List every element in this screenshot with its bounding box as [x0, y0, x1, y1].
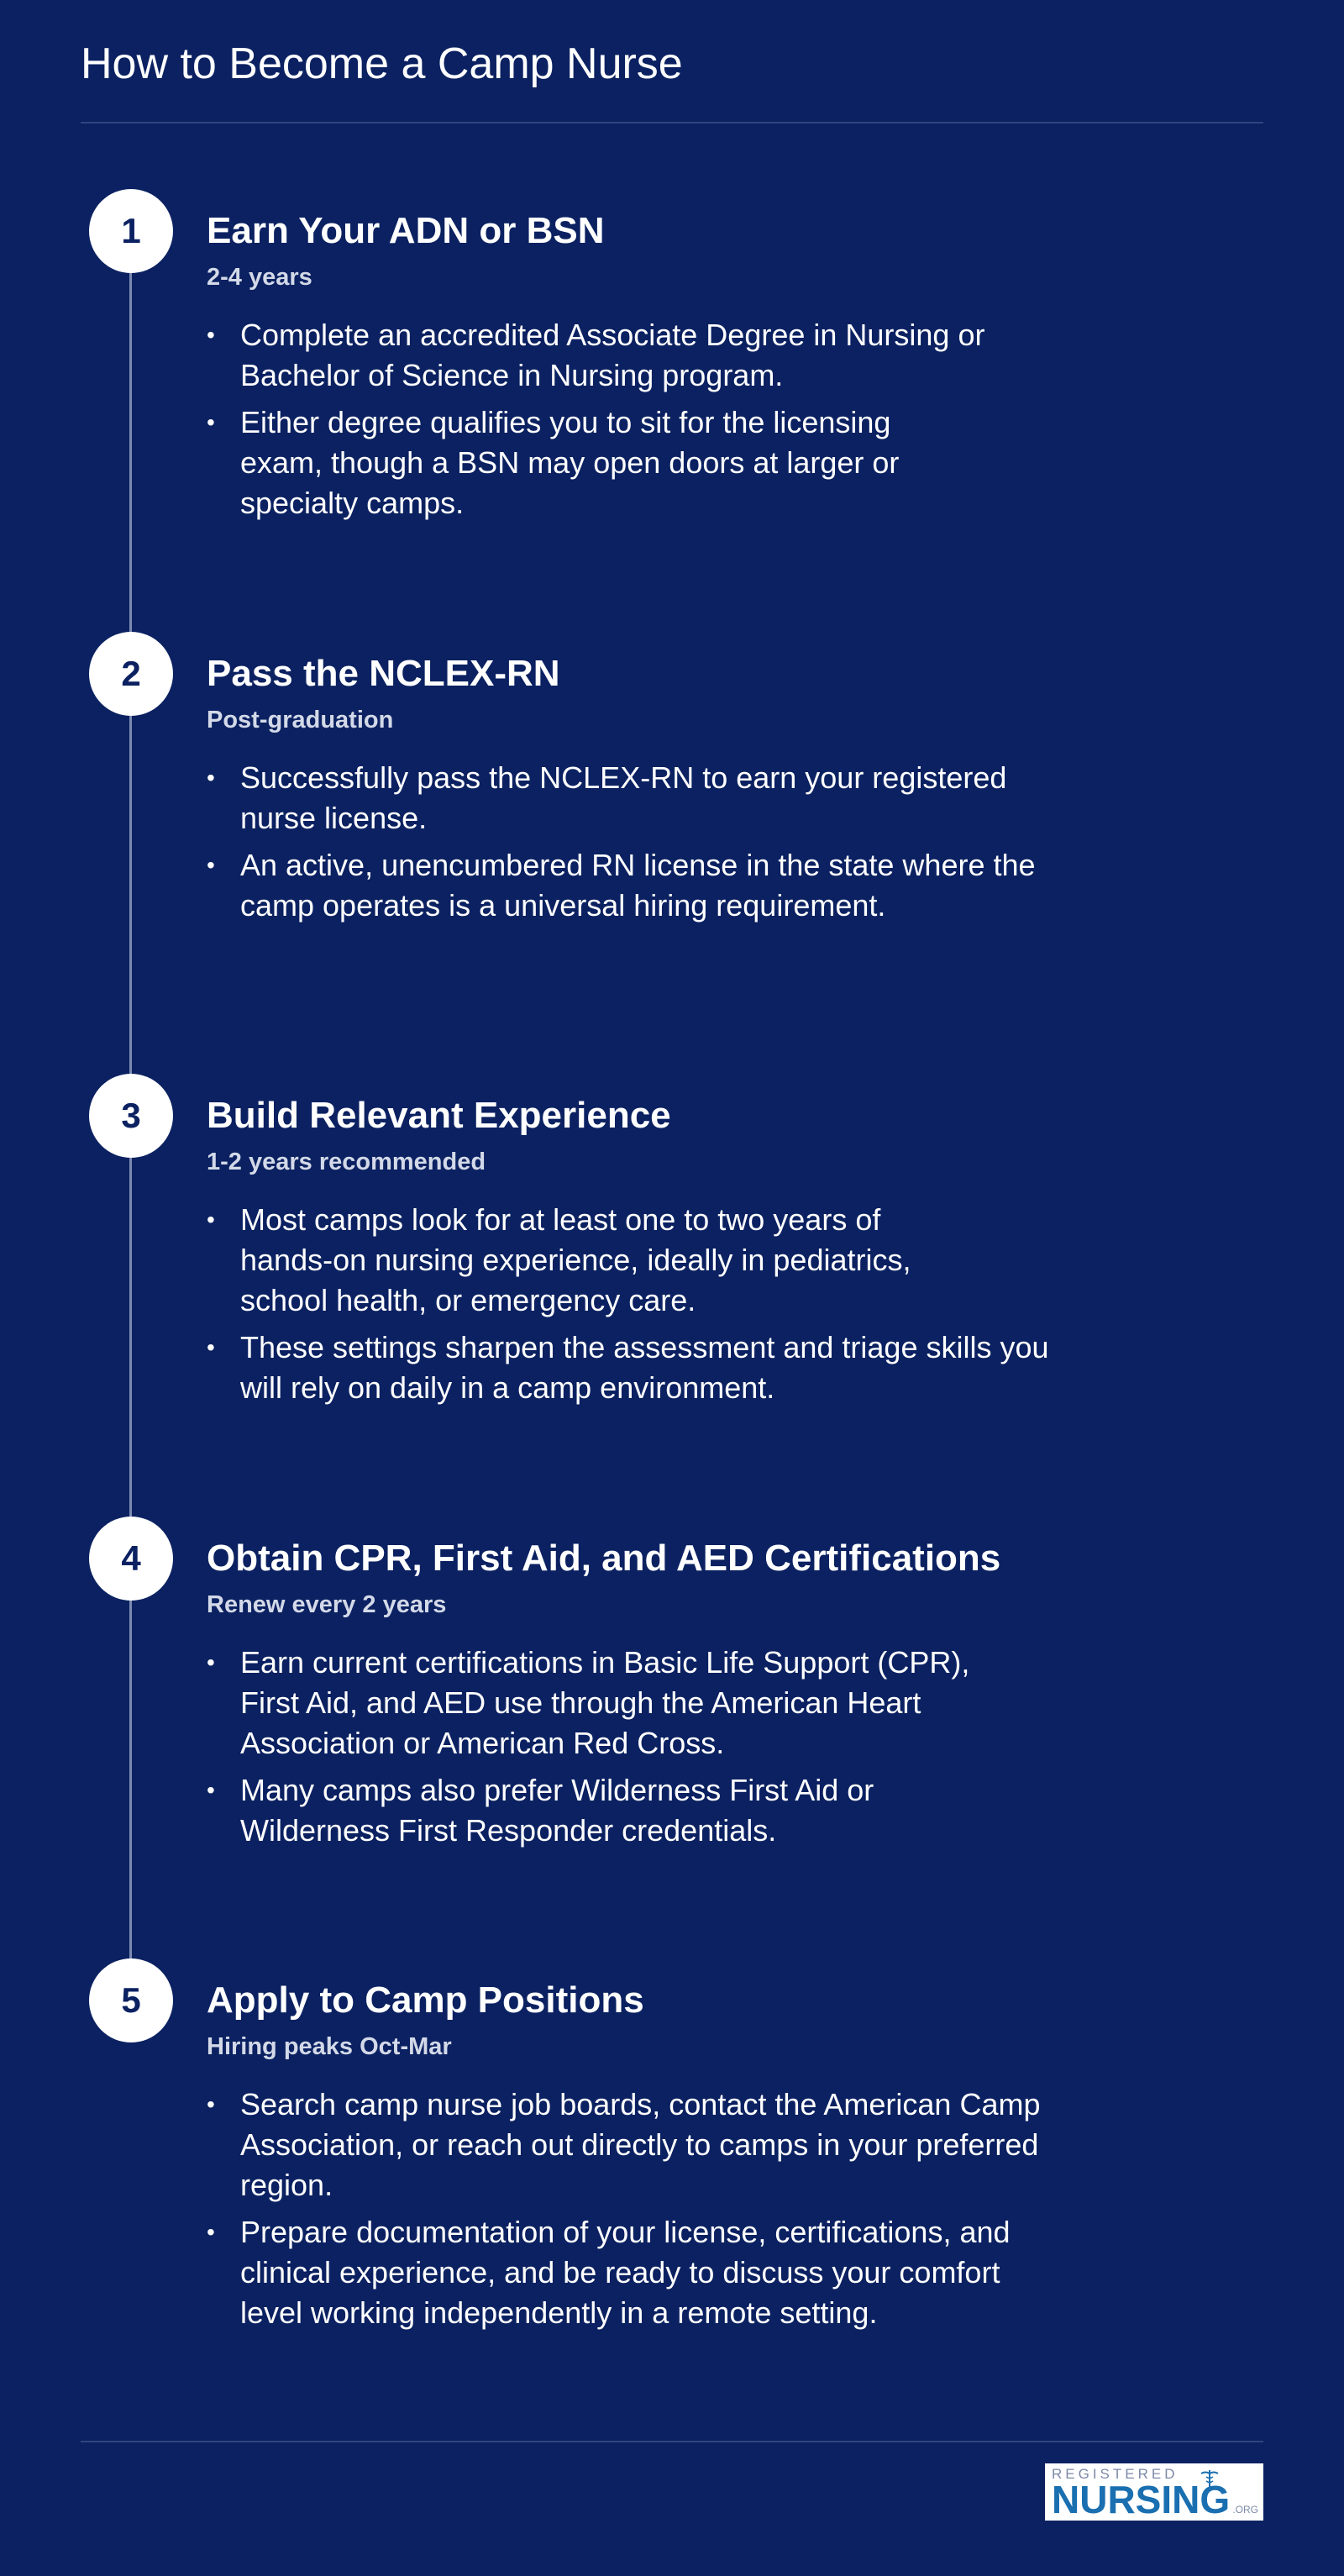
step-number-badge: 1	[89, 189, 173, 273]
step-title: Apply to Camp Positions	[207, 1979, 644, 2021]
step-bullet: • Most camps look for at least one to two years of hands-on nursing experience, ideally in pediatrics, school health, or emergency care.	[207, 1200, 971, 1321]
step-bullet-list	[207, 315, 1047, 530]
step-bullet-list	[207, 2084, 1114, 2340]
step-bullet-list	[207, 758, 1063, 933]
step-bullet: • Prepare documentation of your license, certifications, and clinical experience, and be ready to discuss your comfort level working independently in a remote setting.	[207, 2212, 1021, 2333]
step-duration: Renew every 2 years	[207, 1591, 447, 1618]
header-divider	[81, 122, 1263, 124]
step-number-badge: 4	[89, 1517, 173, 1601]
step-duration: Post-graduation	[207, 707, 394, 733]
step-bullet-list	[207, 1200, 1063, 1415]
step-title: Earn Your ADN or BSN	[207, 210, 605, 251]
step-bullet: • Earn current certifications in Basic Life Support (CPR), First Aid, and AED use through the American Heart Association or American Red Cross.	[207, 1643, 1021, 1764]
step-title: Pass the NCLEX-RN	[207, 653, 560, 694]
step-number-badge: 2	[89, 632, 173, 716]
step-title: Obtain CPR, First Aid, and AED Certifications	[207, 1538, 1001, 1579]
step-bullet: • Either degree qualifies you to sit for the licensing exam, though a BSN may open doors at larger or specialty camps.	[207, 402, 971, 523]
step-bullet: • Complete an accredited Associate Degree in Nursing or Bachelor of Science in Nursing program.	[207, 315, 1047, 396]
page-title: How to Become a Camp Nurse	[81, 39, 683, 88]
step-bullet: • These settings sharpen the assessment and triage skills you will rely on daily in a camp environment.	[207, 1327, 1063, 1408]
step-number-badge: 3	[89, 1074, 173, 1158]
step-title: Build Relevant Experience	[207, 1095, 671, 1136]
step-duration: Hiring peaks Oct-Mar	[207, 2033, 452, 2060]
step-bullet: • An active, unencumbered RN license in the state where the camp operates is a universal hiring requirement.	[207, 845, 1047, 926]
logo-suffix-text: .ORG	[1232, 2504, 1258, 2516]
step-bullet: • Many camps also prefer Wilderness First Aid or Wilderness First Responder credentials.	[207, 1770, 979, 1851]
logo-top-text: REGISTERED	[1052, 2466, 1179, 2482]
caduceus-icon	[1200, 2468, 1220, 2489]
footer-divider	[81, 2441, 1263, 2442]
step-duration: 2-4 years	[207, 264, 312, 291]
step-bullet: • Successfully pass the NCLEX-RN to earn your registered nurse license.	[207, 758, 1063, 839]
step-bullet-list	[207, 1643, 1021, 1858]
registered-nursing-logo	[1045, 2463, 1263, 2521]
step-number-badge: 5	[89, 1958, 173, 2042]
step-bullet: • Search camp nurse job boards, contact the American Camp Association, or reach out directly to camps in your preferred region.	[207, 2084, 1114, 2205]
step-duration: 1-2 years recommended	[207, 1149, 486, 1175]
logo-main-text: NURSING	[1052, 2478, 1231, 2521]
